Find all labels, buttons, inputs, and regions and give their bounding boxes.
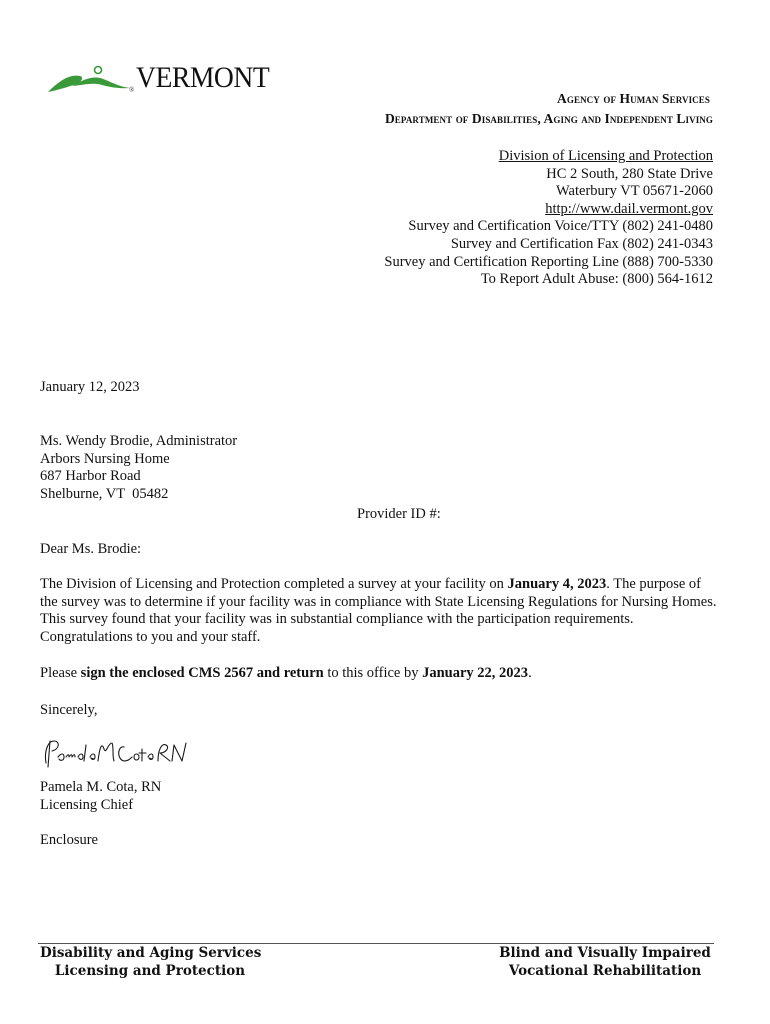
signer-name: Pamela M. Cota, RN — [40, 779, 162, 795]
signer-block — [40, 779, 161, 814]
body-paragraph-2 — [40, 665, 532, 683]
footer-right — [495, 945, 715, 980]
provider-id-label: Provider ID #: — [357, 506, 441, 522]
fax-phone: Survey and Certification Fax (802) 241-0343 — [450, 235, 713, 252]
division-name: Division of Licensing and Protection — [498, 148, 713, 164]
due-date: January 22, 2023 — [422, 665, 529, 681]
signer-title: Licensing Chief — [40, 796, 134, 813]
instruction-text: sign the enclosed CMS 2567 and return — [80, 665, 324, 681]
recipient-address — [40, 433, 237, 503]
logo-wordmark: VERMONT — [136, 61, 270, 94]
footer-left-line2: Licensing and Protection — [54, 962, 246, 979]
body2-text-c: . — [528, 665, 532, 681]
enclosure-note: Enclosure — [40, 832, 98, 848]
mountain-logo-icon — [46, 62, 136, 102]
body1-text-a: The Division of Licensing and Protection completed a survey at your facility on — [40, 576, 508, 592]
agency-name: Agency of Human Services — [557, 91, 710, 106]
body2-text-a: Please — [40, 665, 81, 681]
handwritten-signature — [40, 733, 190, 773]
vermont-logo — [46, 62, 282, 102]
division-address-block — [384, 148, 713, 289]
footer-left — [40, 945, 260, 980]
body1-text-b: . The purpose of the survey was to determine if your facility was in compliance with State Licensing Regulations for Nursing Homes. This survey found that your facility was in substantial compliance with the participation requirements. Congratulations to you and your staff. — [40, 576, 717, 645]
salutation: Dear Ms. Brodie: — [40, 541, 142, 557]
letter-date: January 12, 2023 — [40, 379, 140, 395]
survey-date: January 4, 2023 — [507, 576, 607, 592]
footer-right-line1: Blind and Visually Impaired — [499, 945, 711, 961]
reporting-phone: Survey and Certification Reporting Line (888) 700-5330 — [384, 253, 713, 270]
footer-left-line1: Disability and Aging Services — [40, 945, 262, 961]
recipient-city: Shelburne, VT 05482 — [40, 485, 169, 502]
body-paragraph-1 — [40, 576, 720, 646]
website-link[interactable]: http://www.dail.vermont.gov — [545, 200, 713, 217]
registered-mark: ® — [129, 86, 135, 94]
recipient-street: 687 Harbor Road — [40, 468, 141, 485]
voice-phone: Survey and Certification Voice/TTY (802) 241-0480 — [408, 218, 713, 235]
footer-divider — [38, 943, 714, 944]
closing: Sincerely, — [40, 702, 98, 718]
street-address: HC 2 South, 280 State Drive — [546, 165, 713, 182]
recipient-facility: Arbors Nursing Home — [40, 450, 170, 467]
footer-right-line2: Vocational Rehabilitation — [508, 962, 702, 979]
city-state-zip: Waterbury VT 05671-2060 — [556, 183, 713, 200]
department-name: Department of Disabilities, Aging and Independent Living — [384, 111, 713, 126]
abuse-phone: To Report Adult Abuse: (800) 564-1612 — [480, 271, 713, 288]
body2-text-b: to this office by — [323, 665, 423, 681]
recipient-name: Ms. Wendy Brodie, Administrator — [40, 433, 238, 449]
